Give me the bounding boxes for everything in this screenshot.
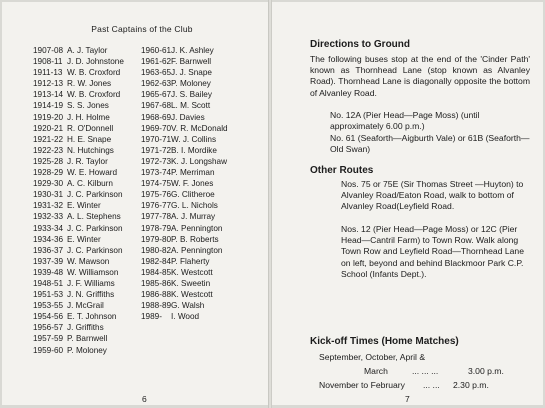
captain-row xyxy=(141,112,259,123)
captain-years: 1914-19 xyxy=(33,101,64,111)
captain-name: A. Pennington xyxy=(171,223,223,233)
captain-name: J. C. Parkinson xyxy=(67,190,123,200)
captain-years: 1988-89 xyxy=(141,301,172,311)
kickoff-march-dots: ... ... ... xyxy=(412,366,439,376)
captain-name: E. T. Johnson xyxy=(67,312,117,322)
captain-years: 1932-33 xyxy=(33,212,64,222)
captain-name: J. McGrail xyxy=(67,301,104,311)
directions-intro: The following buses stop at the end of the 'Cinder Path' known as Thornhead Lane (stop known as Alvanley Road). Thornhead Lane is diagonally opposite the bottom of Alvanley Road. xyxy=(310,54,530,98)
captain-years: 1921-22 xyxy=(33,134,64,144)
page-number-right: 7 xyxy=(405,394,410,404)
captain-row xyxy=(141,156,259,167)
captain-row xyxy=(141,311,259,322)
captain-name: W. J. Collins xyxy=(171,134,217,144)
captain-years: 1939-48 xyxy=(33,267,64,277)
kickoff-winter-time: 2.30 p.m. xyxy=(453,380,489,390)
captain-years: 1977-78 xyxy=(141,212,172,222)
captain-years: 1961-62 xyxy=(141,57,172,67)
captain-years: 1962-63 xyxy=(141,79,172,89)
left-page xyxy=(2,2,268,405)
other-routes-heading: Other Routes xyxy=(310,165,374,176)
captain-row xyxy=(33,245,141,256)
captain-years: 1980-82 xyxy=(141,245,172,255)
captain-years: 1985-86 xyxy=(141,278,172,288)
captain-name: V. R. McDonald xyxy=(171,123,228,133)
captain-row xyxy=(141,234,259,245)
captain-row xyxy=(33,267,141,278)
route-75: Nos. 75 or 75E (Sir Thomas Street —Huyton) to Alvanley Road/Eaton Road, walk to bottom of Alvanley Road(Leyfield Road. xyxy=(341,179,524,212)
captain-row xyxy=(33,256,141,267)
captain-row xyxy=(33,223,141,234)
captain-name: W. Williamson xyxy=(67,267,119,277)
captain-years: 1979-80 xyxy=(141,234,172,244)
captain-row xyxy=(33,134,141,145)
kickoff-winter-dots: ... ... xyxy=(423,380,440,390)
captain-years: 1925-28 xyxy=(33,156,64,166)
captain-name: S. S. Jones xyxy=(67,101,109,111)
captain-name: W. F. Jones xyxy=(171,179,214,189)
captain-name: A. J. Taylor xyxy=(67,46,108,55)
captain-name: J. H. Holme xyxy=(67,112,110,122)
captain-years: 1912-13 xyxy=(33,79,64,89)
captain-years: 1986-88 xyxy=(141,290,172,300)
captain-years: 1908-11 xyxy=(33,57,63,67)
captain-row xyxy=(33,123,141,134)
captain-years: 1959-60 xyxy=(33,345,64,355)
captain-years: 1954-56 xyxy=(33,312,64,322)
captain-row xyxy=(141,278,259,289)
captain-row xyxy=(33,234,141,245)
captain-years: 1978-79 xyxy=(141,223,172,233)
captain-row xyxy=(141,200,259,211)
captain-years: 1970-71 xyxy=(141,134,172,144)
captain-name: J. C. Parkinson xyxy=(67,223,123,233)
captain-row xyxy=(33,200,141,211)
captain-years: 1973-74 xyxy=(141,168,172,178)
kickoff-heading: Kick-off Times (Home Matches) xyxy=(310,336,459,347)
captain-years: 1975-76 xyxy=(141,190,172,200)
captain-name: K. Sweetin xyxy=(171,278,211,288)
route-12: Nos. 12 (Pier Head—Page Moss) or 12C (Pier Head—Cantril Farm) to Town Row. Walk along Town Row and Leyfield Road—Thornhead Lane on left, beyond and behind Blackmoor Park C.P. School (Infants Dept.). xyxy=(341,224,524,279)
captain-row xyxy=(141,45,259,56)
captain-row xyxy=(141,211,259,222)
captain-years: 1933-34 xyxy=(33,223,64,233)
captain-name: W. Mawson xyxy=(67,256,110,266)
page-number-left: 6 xyxy=(142,394,147,404)
captain-name: A. L. Stephens xyxy=(67,212,121,222)
captain-years: 1951-53 xyxy=(33,290,64,300)
captain-years: 1929-30 xyxy=(33,179,64,189)
captain-row xyxy=(33,189,141,200)
captain-name: J. F. Williams xyxy=(67,278,115,288)
kickoff-line-1: September, October, April & xyxy=(319,352,426,362)
captain-name: J. Davies xyxy=(171,112,205,122)
captain-name: W. B. Croxford xyxy=(67,68,121,78)
captain-name: P. Moloney xyxy=(171,79,211,89)
captain-years: 1934-36 xyxy=(33,234,64,244)
captain-years: 1969-70 xyxy=(141,123,172,133)
captain-row xyxy=(33,112,141,123)
captain-years: 1968-69 xyxy=(141,112,172,122)
captain-row xyxy=(141,134,259,145)
captain-years: 1963-65 xyxy=(141,68,172,78)
captain-row xyxy=(33,311,141,322)
captain-years: 1930-31 xyxy=(33,190,64,200)
captain-name: B. I. Mordike xyxy=(171,145,217,155)
captain-row xyxy=(141,78,259,89)
captain-name: G. L. Nichols xyxy=(171,201,218,211)
captain-name: J. D. Johnstone xyxy=(67,57,124,67)
bus-route-12a: No. 12A (Pier Head—Page Moss) (until approximately 6.00 p.m.) xyxy=(330,110,480,132)
captain-years: 1928-29 xyxy=(33,168,64,178)
captain-years: 1976-77 xyxy=(141,201,172,211)
captain-row xyxy=(33,289,141,300)
captain-years: 1922-23 xyxy=(33,145,64,155)
captain-row xyxy=(141,300,259,311)
captain-row xyxy=(33,145,141,156)
captain-name: R. W. Jones xyxy=(67,79,112,89)
captain-years: 1948-51 xyxy=(33,278,64,288)
captain-row xyxy=(141,67,259,78)
captain-row xyxy=(141,178,259,189)
kickoff-winter-label: November to February xyxy=(319,380,405,390)
bus-route-61: No. 61 (Seaforth—Aigburth Vale) or 61B (Seaforth—Old Swan) xyxy=(330,133,530,155)
kickoff-line-2 xyxy=(364,366,504,376)
captain-years: 1989- xyxy=(141,312,162,322)
captain-name: P. B. Roberts xyxy=(171,234,219,244)
captain-name: F. Barnwell xyxy=(171,57,212,67)
captain-name: K. Westcott xyxy=(171,267,213,277)
right-page xyxy=(272,2,543,405)
kickoff-march-label: March xyxy=(364,366,388,376)
captain-name: A. C. Kilburn xyxy=(67,179,113,189)
captain-name: L. M. Scott xyxy=(171,101,211,111)
captain-row xyxy=(33,211,141,222)
captain-years: 1974-75 xyxy=(141,179,172,189)
captain-years: 1936-37 xyxy=(33,245,64,255)
captain-name: P. Moloney xyxy=(67,345,107,355)
captain-name: J. Griffiths xyxy=(67,323,104,333)
captain-name: P. Merriman xyxy=(171,168,215,178)
captain-row xyxy=(141,167,259,178)
captain-name: W. E. Howard xyxy=(67,168,118,178)
captain-row xyxy=(141,100,259,111)
captain-name: A. J. Murray xyxy=(171,212,216,222)
captain-years: 1956-57 xyxy=(33,323,64,333)
captain-name: P. Barnwell xyxy=(67,334,108,344)
captain-row xyxy=(33,167,141,178)
captain-row xyxy=(33,278,141,289)
captain-row xyxy=(33,300,141,311)
captain-row xyxy=(141,56,259,67)
captain-years: 1972-73 xyxy=(141,156,172,166)
captain-years: 1957-59 xyxy=(33,334,64,344)
captains-title: Past Captains of the Club xyxy=(91,24,193,34)
captain-row xyxy=(33,67,141,78)
captain-row xyxy=(141,89,259,100)
captain-years: 1971-72 xyxy=(141,145,172,155)
captain-years: 1907-08 xyxy=(33,46,64,55)
captain-name: K. Westcott xyxy=(171,290,213,300)
captain-name: J. S. Bailey xyxy=(171,90,212,100)
captain-years: 1931-32 xyxy=(33,201,64,211)
captain-row xyxy=(33,89,141,100)
captain-name: J. K. Ashley xyxy=(171,46,214,55)
captain-years: 1913-14 xyxy=(33,90,64,100)
captain-row xyxy=(33,178,141,189)
captain-name: J. N. Griffiths xyxy=(67,290,115,300)
captain-name: E. Winter xyxy=(67,234,101,244)
captain-row xyxy=(141,289,259,300)
captain-name: N. Hutchings xyxy=(67,145,114,155)
captain-row xyxy=(141,256,259,267)
captain-row xyxy=(33,156,141,167)
captain-years: 1965-67 xyxy=(141,90,172,100)
captain-years: 1967-68 xyxy=(141,101,172,111)
captain-years: 1919-20 xyxy=(33,112,64,122)
captain-years: 1984-85 xyxy=(141,267,172,277)
captain-years: 1953-55 xyxy=(33,301,64,311)
captain-row xyxy=(33,78,141,89)
captain-row xyxy=(141,267,259,278)
captain-row xyxy=(141,245,259,256)
captain-name: G. Walsh xyxy=(171,301,205,311)
captain-name: J. C. Parkinson xyxy=(67,245,123,255)
captain-name: I. Wood xyxy=(171,312,200,322)
captain-row xyxy=(33,322,141,333)
captain-years: 1982-84 xyxy=(141,256,172,266)
captain-name: K. J. Longshaw xyxy=(171,156,227,166)
captain-name: E. Winter xyxy=(67,201,101,211)
kickoff-line-3 xyxy=(319,380,489,390)
captain-name: R. O'Donnell xyxy=(67,123,114,133)
captain-row xyxy=(33,56,141,67)
captain-name: H. E. Snape xyxy=(67,134,112,144)
captain-years: 1937-39 xyxy=(33,256,64,266)
captain-row xyxy=(141,189,259,200)
captain-name: W. B. Croxford xyxy=(67,90,121,100)
captain-row xyxy=(33,45,141,56)
captains-column-1 xyxy=(33,45,141,356)
captain-row xyxy=(141,223,259,234)
captain-name: P. Flaherty xyxy=(171,256,210,266)
captain-name: A. Pennington xyxy=(171,245,223,255)
captains-column-2 xyxy=(141,45,259,322)
kickoff-march-time: 3.00 p.m. xyxy=(468,366,504,376)
captain-name: J. R. Taylor xyxy=(67,156,108,166)
captain-row xyxy=(33,345,141,356)
captain-row xyxy=(141,123,259,134)
captain-years: 1911-13 xyxy=(33,68,63,78)
captain-name: J. J. Snape xyxy=(171,68,212,78)
captain-name: G. Clitheroe xyxy=(171,190,215,200)
directions-heading: Directions to Ground xyxy=(310,39,410,50)
captain-row xyxy=(33,100,141,111)
captain-years: 1960-61 xyxy=(141,46,172,55)
captain-row xyxy=(33,333,141,344)
captain-row xyxy=(141,145,259,156)
captain-years: 1920-21 xyxy=(33,123,64,133)
